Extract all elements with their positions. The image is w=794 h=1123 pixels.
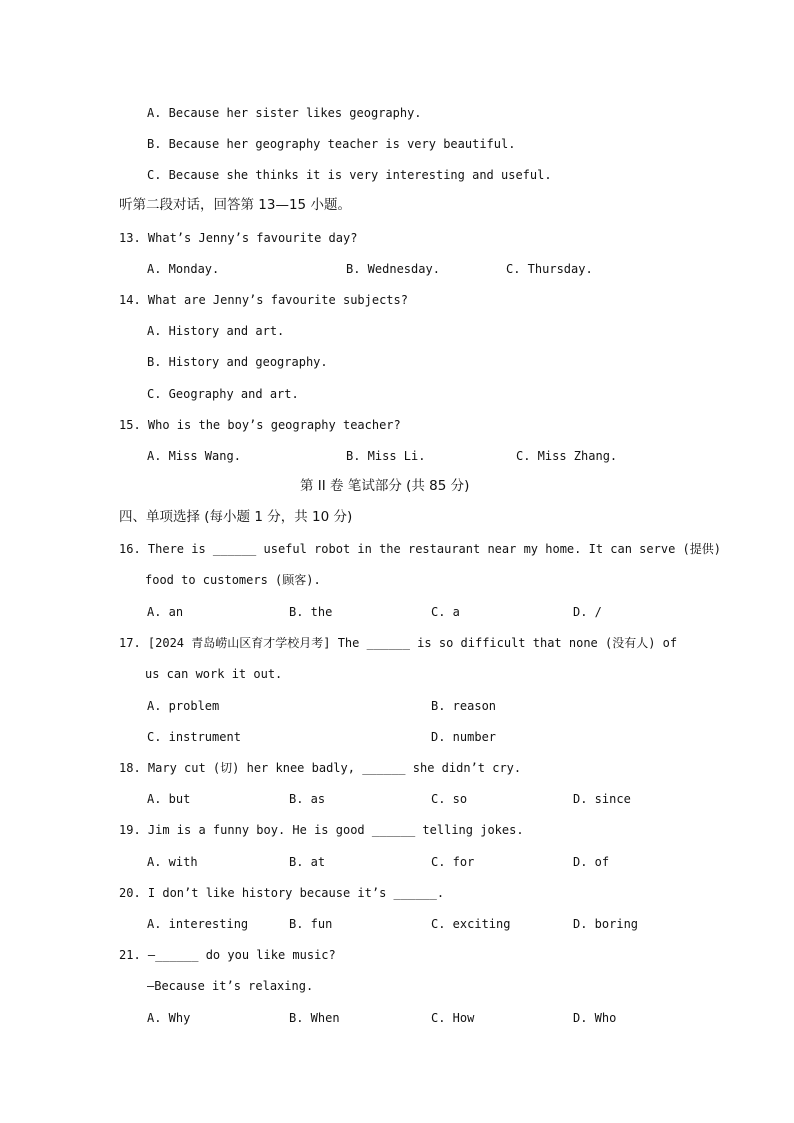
q13-option-c: C. Thursday. bbox=[506, 262, 593, 276]
q21-option-d: D. Who bbox=[573, 1011, 617, 1025]
q18-option-b: B. as bbox=[289, 792, 326, 806]
q18-option-c: C. so bbox=[431, 792, 468, 806]
q16-option-c: C. a bbox=[431, 605, 460, 619]
q18-option-d: D. since bbox=[573, 792, 631, 806]
q14-option-c: C. Geography and art. bbox=[147, 387, 299, 401]
q13-stem: 13. What’s Jenny’s favourite day? bbox=[119, 231, 358, 245]
q18-stem: 18. Mary cut (切) her knee badly, ______ she didn’t cry. bbox=[119, 761, 522, 775]
q14-option-a: A. History and art. bbox=[147, 324, 285, 338]
q19-option-d: D. of bbox=[573, 855, 610, 869]
q16-stem-line2: food to customers (顾客). bbox=[145, 573, 321, 587]
q20-option-d: D. boring bbox=[573, 917, 639, 931]
q17-stem-line1: 17. [2024 青岛崂山区育才学校月考] The ______ is so difficult that none (没有人) of bbox=[119, 636, 678, 650]
q19-option-c: C. for bbox=[431, 855, 475, 869]
q20-option-c: C. exciting bbox=[431, 917, 511, 931]
q20-stem: 20. I don’t like history because it’s ______. bbox=[119, 886, 445, 900]
q16-option-d: D. / bbox=[573, 605, 602, 619]
q17-option-c: C. instrument bbox=[147, 730, 241, 744]
q17-option-a: A. problem bbox=[147, 699, 220, 713]
q14-option-b: B. History and geography. bbox=[147, 355, 328, 369]
q21-stem-line1: 21. —______ do you like music? bbox=[119, 948, 336, 962]
part2-title: 第 II 卷 笔试部分 (共 85 分) bbox=[300, 478, 470, 494]
q18-option-a: A. but bbox=[147, 792, 191, 806]
q19-stem: 19. Jim is a funny boy. He is good ______ telling jokes. bbox=[119, 823, 524, 837]
q19-option-b: B. at bbox=[289, 855, 326, 869]
q13-option-b: B. Wednesday. bbox=[346, 262, 440, 276]
q13-option-a: A. Monday. bbox=[147, 262, 220, 276]
q21-option-b: B. When bbox=[289, 1011, 340, 1025]
q20-option-b: B. fun bbox=[289, 917, 333, 931]
q12-option-c: C. Because she thinks it is very interesting and useful. bbox=[147, 168, 552, 182]
q12-option-b: B. Because her geography teacher is very beautiful. bbox=[147, 137, 516, 151]
q15-option-b: B. Miss Li. bbox=[346, 449, 426, 463]
q21-option-a: A. Why bbox=[147, 1011, 191, 1025]
q16-option-a: A. an bbox=[147, 605, 184, 619]
q15-stem: 15. Who is the boy’s geography teacher? bbox=[119, 418, 401, 432]
q17-option-d: D. number bbox=[431, 730, 497, 744]
q16-option-b: B. the bbox=[289, 605, 333, 619]
q19-option-a: A. with bbox=[147, 855, 198, 869]
section4-title: 四、单项选择 (每小题 1 分，共 10 分) bbox=[119, 509, 353, 525]
q15-option-a: A. Miss Wang. bbox=[147, 449, 241, 463]
section2-instruction: 听第二段对话，回答第 13—15 小题。 bbox=[119, 197, 351, 213]
q21-option-c: C. How bbox=[431, 1011, 475, 1025]
q16-stem-line1: 16. There is ______ useful robot in the restaurant near my home. It can serve (提供) bbox=[119, 542, 721, 556]
q12-option-a: A. Because her sister likes geography. bbox=[147, 106, 422, 120]
q17-stem-line2: us can work it out. bbox=[145, 667, 283, 681]
q15-option-c: C. Miss Zhang. bbox=[516, 449, 618, 463]
q17-option-b: B. reason bbox=[431, 699, 497, 713]
q20-option-a: A. interesting bbox=[147, 917, 249, 931]
q21-stem-line2: —Because it’s relaxing. bbox=[147, 979, 314, 993]
q14-stem: 14. What are Jenny’s favourite subjects? bbox=[119, 293, 408, 307]
